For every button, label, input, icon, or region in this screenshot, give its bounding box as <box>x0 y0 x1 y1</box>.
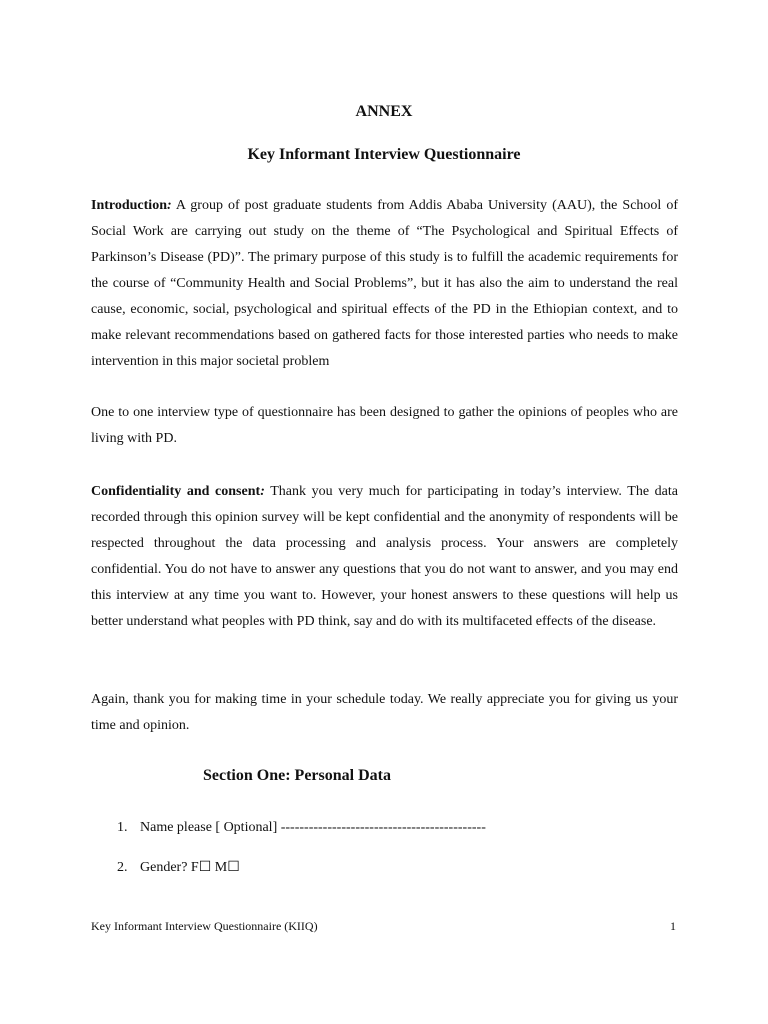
introduction-colon: : <box>166 198 172 213</box>
document-title: Key Informant Interview Questionnaire <box>247 146 521 163</box>
question-item-name <box>117 820 486 836</box>
confidentiality-label: Confidentiality and consent <box>91 484 261 499</box>
question-text: Gender? F☐ M☐ <box>140 860 240 875</box>
footer-title: Key Informant Interview Questionnaire (KIIQ) <box>91 919 318 933</box>
question-item-gender <box>117 859 240 876</box>
section-one-heading: Section One: Personal Data <box>203 767 391 784</box>
confidentiality-paragraph <box>91 479 678 635</box>
question-number: 1. <box>117 820 128 835</box>
question-number: 2. <box>117 860 128 875</box>
thanks-paragraph: Again, thank you for making time in your schedule today. We really appreciate you for giving us your time and opinion. <box>91 692 678 733</box>
annex-heading: ANNEX <box>355 103 413 120</box>
page-number: 1 <box>670 919 676 933</box>
confidentiality-colon: : <box>260 484 265 499</box>
introduction-label: Introduction <box>91 198 167 213</box>
question-text: Name please [ Optional] -------------------------------------------- <box>140 820 486 835</box>
introduction-text: A group of post graduate students from Addis Ababa University (AAU), the School of Social Work are carrying out study on the theme of “The Psychological and Spiritual Effects of Parkinson’s Disease (PD)”. The primary purpose of this study is to fulfill the academic requirements for the course of “Community Health and Social Problems”, but it has also the aim to understand the real cause, economic, social, psychological and spiritual effects of the PD in the Ethiopian context, and to make relevant recommendations based on gathered facts for those interested parties who needs to make intervention in this major societal problem <box>91 198 678 369</box>
interview-type-paragraph: One to one interview type of questionnaire has been designed to gather the opinions of peoples who are living with PD. <box>91 405 678 446</box>
confidentiality-text: Thank you very much for participating in today’s interview. The data recorded through this opinion survey will be kept confidential and the anonymity of respondents will be respected throughout the data processing and analysis process. Your answers are completely confidential. You do not have to answer any questions that you do not want to answer, and you may end this interview at any time you want to. However, your honest answers to these questions will help us better understand what peoples with PD think, say and do with its multifaceted effects of the disease. <box>91 484 678 629</box>
introduction-paragraph <box>91 193 678 375</box>
